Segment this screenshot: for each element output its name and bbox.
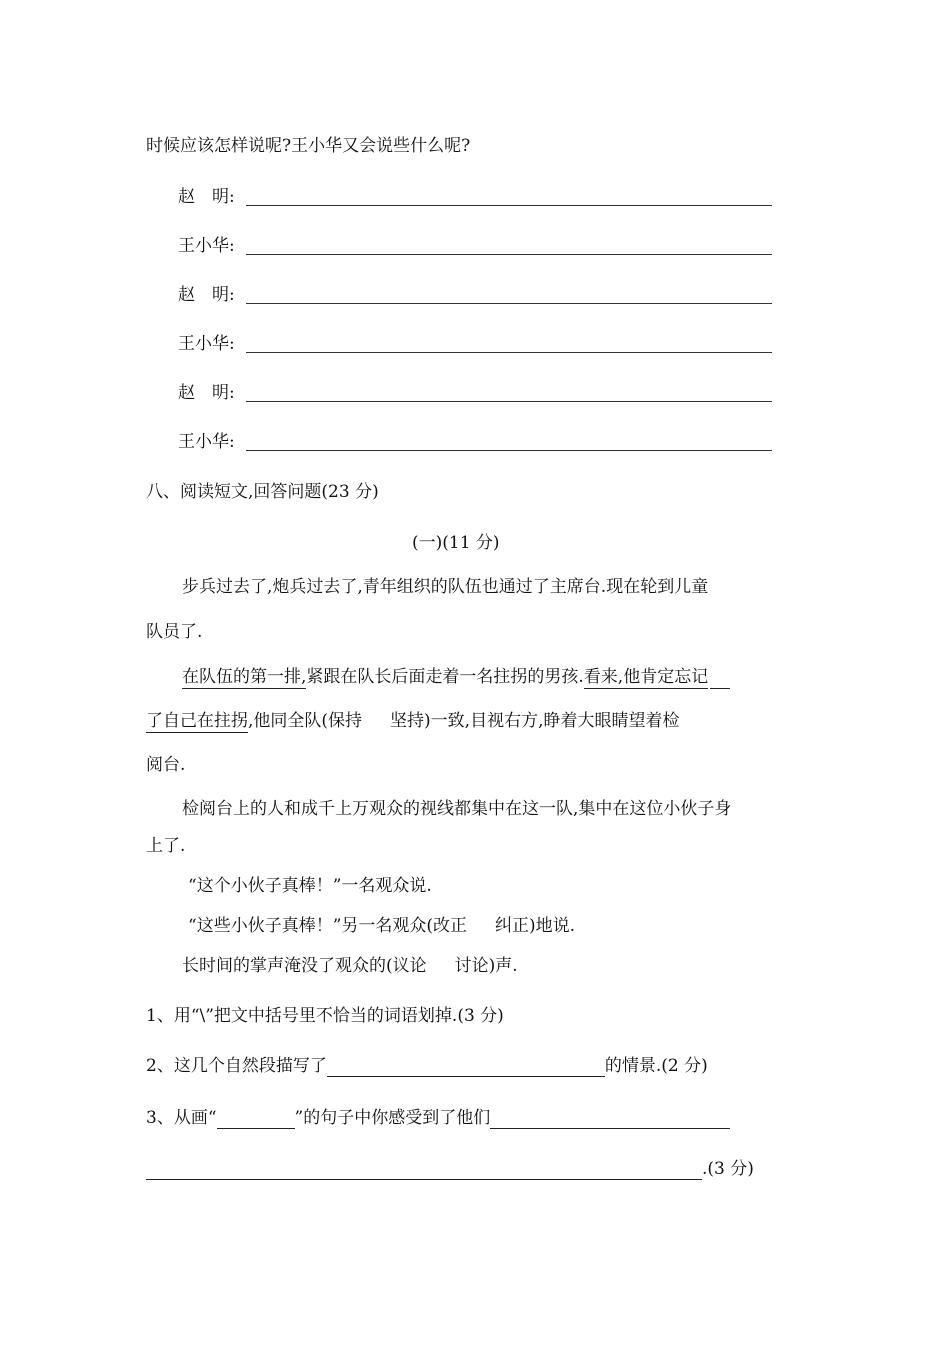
- passage-line: 检阅台上的人和成千上万观众的视线都集中在这一队,集中在这位小伙子身: [182, 799, 732, 819]
- question-3: [146, 1107, 730, 1129]
- answer-blank[interactable]: [490, 1110, 730, 1129]
- underlined-sentence: 他肯定忘记: [623, 667, 709, 687]
- answer-blank[interactable]: [146, 1161, 702, 1180]
- passage-text: 坚持)一致,目视右方,睁着大眼睛望着检: [390, 711, 680, 731]
- passage-text: 纠正)地说.: [495, 916, 576, 936]
- underlined-sentence: 在队伍的第一排,: [182, 667, 307, 687]
- speaker-label: 王小华:: [178, 432, 235, 452]
- speaker-label: 王小华:: [178, 334, 235, 354]
- passage-text: ,他同全队(保持: [248, 711, 363, 731]
- passage-text: 紧跟在队长后面走着一名拄拐的男孩.: [306, 667, 584, 687]
- underlined-sentence: 了自己在拄拐: [146, 711, 248, 731]
- passage-line: [188, 915, 575, 937]
- passage-text: 长时间的掌声淹没了观众的(议论: [182, 956, 427, 976]
- speaker-label: 王小华:: [178, 236, 235, 256]
- speaker-label: 赵 明:: [178, 187, 235, 207]
- answer-blank[interactable]: [217, 1110, 295, 1129]
- passage-line: “这个小伙子真棒！”一名观众说.: [188, 876, 432, 896]
- question-text: 3、从画“: [146, 1108, 217, 1128]
- passage-line: 阅台.: [146, 755, 186, 775]
- question-3-continued: [146, 1158, 754, 1180]
- answer-blank-line[interactable]: [246, 302, 772, 304]
- question-text: ”的句子中你感受到了他们: [294, 1108, 491, 1128]
- answer-blank-line[interactable]: [246, 400, 772, 402]
- underline-tail: [710, 670, 730, 689]
- passage-line: [146, 710, 680, 732]
- passage-line: 步兵过去了,炮兵过去了,青年组织的队伍也通过了主席台.现在轮到儿童: [182, 577, 709, 597]
- question-2: [146, 1055, 708, 1077]
- answer-blank-line[interactable]: [246, 253, 772, 255]
- question-text: 2、这几个自然段描写了: [146, 1056, 327, 1076]
- passage-line: 上了.: [146, 836, 186, 856]
- passage-line: [182, 666, 730, 689]
- question-text: 的情景.(2 分): [604, 1056, 708, 1076]
- speaker-label: 赵 明:: [178, 285, 235, 305]
- answer-blank-line[interactable]: [246, 351, 772, 353]
- answer-blank[interactable]: [327, 1058, 605, 1077]
- question-text: .(3 分): [702, 1159, 754, 1179]
- speaker-label: 赵 明:: [178, 383, 235, 403]
- passage-line: [182, 955, 518, 977]
- passage-text: “这些小伙子真棒！”另一名观众(改正: [188, 916, 468, 936]
- answer-blank-line[interactable]: [246, 204, 772, 206]
- part-title: (一)(11 分): [412, 533, 500, 553]
- section-heading: 八、阅读短文,回答问题(23 分): [146, 482, 379, 502]
- intro-line: 时候应该怎样说呢?王小华又会说些什么呢?: [146, 136, 471, 156]
- passage-text: 讨论)声.: [454, 956, 518, 976]
- passage-line: 队员了.: [146, 622, 203, 642]
- underlined-sentence: 看来,: [583, 667, 624, 687]
- answer-blank-line[interactable]: [246, 449, 772, 451]
- question-1: 1、用“\”把文中括号里不恰当的词语划掉.(3 分): [146, 1006, 504, 1026]
